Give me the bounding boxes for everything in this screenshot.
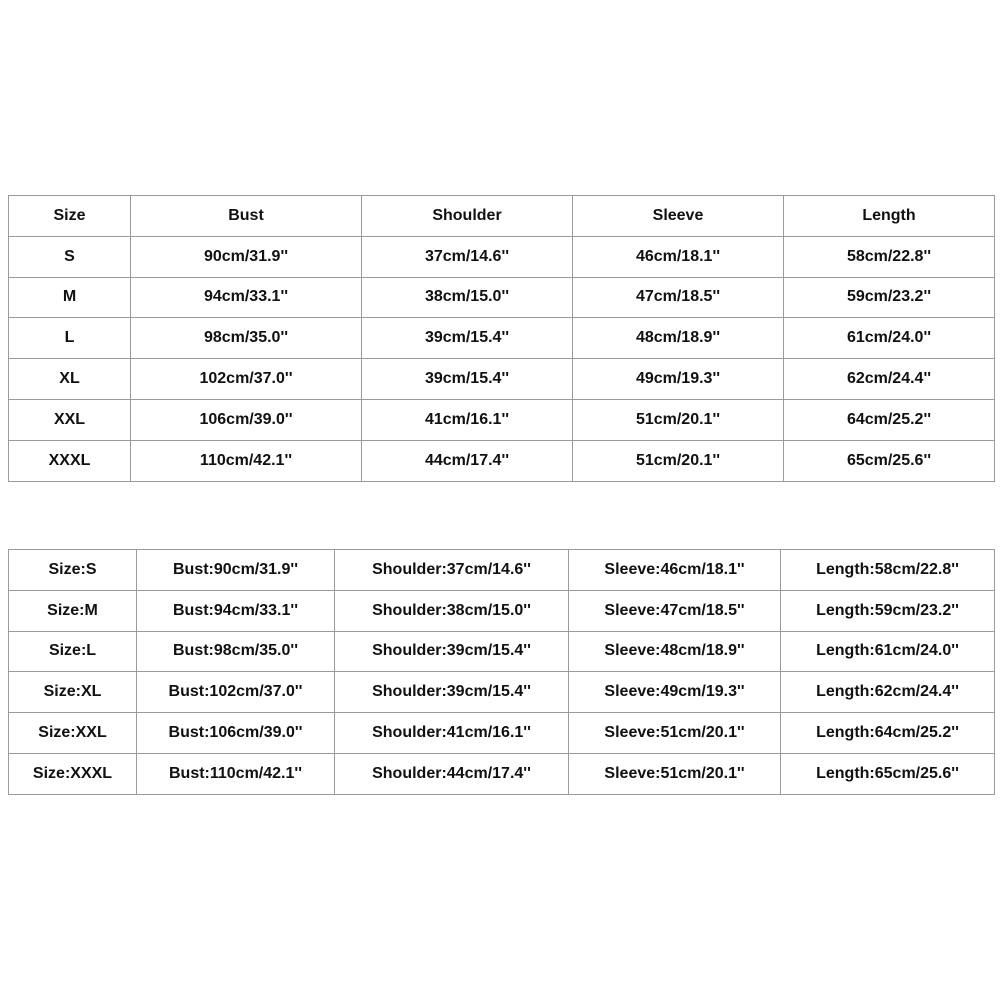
sleeve-cell: 46cm/18.1''	[573, 236, 784, 277]
bust-cell: 98cm/35.0''	[131, 318, 362, 359]
length-cell: 61cm/24.0''	[784, 318, 995, 359]
bust-cell: 110cm/42.1''	[131, 440, 362, 481]
bust-cell: Bust:102cm/37.0''	[137, 672, 335, 713]
length-cell: 64cm/25.2''	[784, 399, 995, 440]
sleeve-cell: 49cm/19.3''	[573, 359, 784, 400]
table-row	[9, 590, 995, 631]
table-row	[9, 550, 995, 591]
size-cell: Size:S	[9, 550, 137, 591]
table-row	[9, 359, 995, 400]
sleeve-cell: 51cm/20.1''	[573, 399, 784, 440]
header-cell-size: Size	[9, 196, 131, 237]
shoulder-cell: 39cm/15.4''	[362, 318, 573, 359]
sleeve-cell: Sleeve:48cm/18.9''	[569, 631, 781, 672]
shoulder-cell: Shoulder:38cm/15.0''	[335, 590, 569, 631]
header-cell-sleeve: Sleeve	[573, 196, 784, 237]
bust-cell: Bust:106cm/39.0''	[137, 713, 335, 754]
size-cell: Size:L	[9, 631, 137, 672]
shoulder-cell: 41cm/16.1''	[362, 399, 573, 440]
size-cell: Size:XXL	[9, 713, 137, 754]
sleeve-cell: Sleeve:51cm/20.1''	[569, 713, 781, 754]
sleeve-cell: 51cm/20.1''	[573, 440, 784, 481]
length-cell: Length:59cm/23.2''	[781, 590, 995, 631]
length-cell: 58cm/22.8''	[784, 236, 995, 277]
shoulder-cell: Shoulder:44cm/17.4''	[335, 753, 569, 794]
shoulder-cell: 44cm/17.4''	[362, 440, 573, 481]
bust-cell: Bust:94cm/33.1''	[137, 590, 335, 631]
shoulder-cell: Shoulder:39cm/15.4''	[335, 631, 569, 672]
size-cell: L	[9, 318, 131, 359]
length-cell: 65cm/25.6''	[784, 440, 995, 481]
size-cell: Size:XXXL	[9, 753, 137, 794]
length-cell: Length:62cm/24.4''	[781, 672, 995, 713]
table-row	[9, 399, 995, 440]
table-row	[9, 277, 995, 318]
length-cell: 62cm/24.4''	[784, 359, 995, 400]
bust-cell: Bust:98cm/35.0''	[137, 631, 335, 672]
table-row	[9, 713, 995, 754]
size-cell: XXL	[9, 399, 131, 440]
shoulder-cell: Shoulder:41cm/16.1''	[335, 713, 569, 754]
table-row	[9, 753, 995, 794]
table-row	[9, 631, 995, 672]
length-cell: Length:61cm/24.0''	[781, 631, 995, 672]
size-cell: XXXL	[9, 440, 131, 481]
size-cell: XL	[9, 359, 131, 400]
size-cell: Size:M	[9, 590, 137, 631]
length-cell: Length:58cm/22.8''	[781, 550, 995, 591]
sleeve-cell: 48cm/18.9''	[573, 318, 784, 359]
size-cell: M	[9, 277, 131, 318]
bust-cell: 90cm/31.9''	[131, 236, 362, 277]
table-row	[9, 440, 995, 481]
size-chart-labeled-table	[8, 549, 995, 795]
size-cell: S	[9, 236, 131, 277]
header-cell-bust: Bust	[131, 196, 362, 237]
size-cell: Size:XL	[9, 672, 137, 713]
length-cell: Length:65cm/25.6''	[781, 753, 995, 794]
length-cell: Length:64cm/25.2''	[781, 713, 995, 754]
size-chart-table	[8, 195, 995, 482]
shoulder-cell: 37cm/14.6''	[362, 236, 573, 277]
shoulder-cell: 38cm/15.0''	[362, 277, 573, 318]
table-row	[9, 672, 995, 713]
bust-cell: Bust:110cm/42.1''	[137, 753, 335, 794]
table-header-row	[9, 196, 995, 237]
bust-cell: 94cm/33.1''	[131, 277, 362, 318]
shoulder-cell: 39cm/15.4''	[362, 359, 573, 400]
bust-cell: 102cm/37.0''	[131, 359, 362, 400]
header-cell-shoulder: Shoulder	[362, 196, 573, 237]
length-cell: 59cm/23.2''	[784, 277, 995, 318]
bust-cell: Bust:90cm/31.9''	[137, 550, 335, 591]
table-row	[9, 318, 995, 359]
sleeve-cell: Sleeve:46cm/18.1''	[569, 550, 781, 591]
sleeve-cell: Sleeve:49cm/19.3''	[569, 672, 781, 713]
sleeve-cell: Sleeve:47cm/18.5''	[569, 590, 781, 631]
shoulder-cell: Shoulder:39cm/15.4''	[335, 672, 569, 713]
shoulder-cell: Shoulder:37cm/14.6''	[335, 550, 569, 591]
bust-cell: 106cm/39.0''	[131, 399, 362, 440]
header-cell-length: Length	[784, 196, 995, 237]
sleeve-cell: Sleeve:51cm/20.1''	[569, 753, 781, 794]
table-row	[9, 236, 995, 277]
sleeve-cell: 47cm/18.5''	[573, 277, 784, 318]
